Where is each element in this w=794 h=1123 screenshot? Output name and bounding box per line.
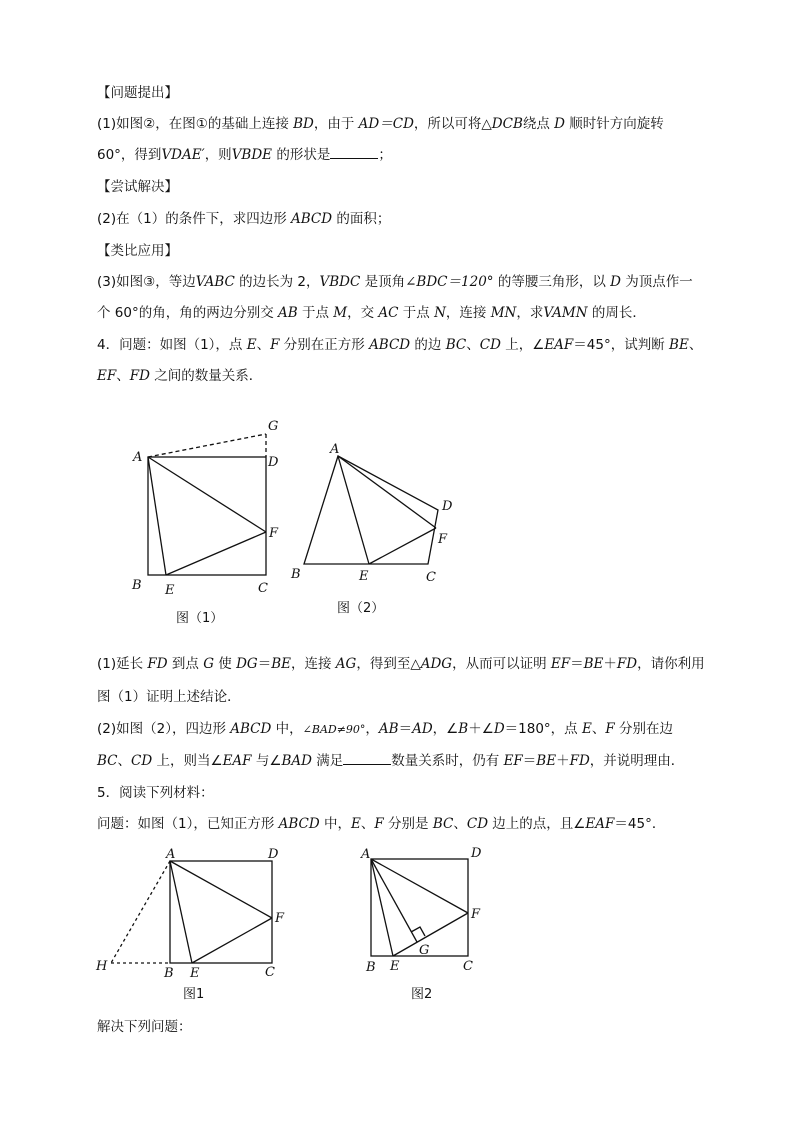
label-d-5-2: D [471,846,482,861]
segment-ef-5-1 [192,918,272,963]
p4-line1: 4．问题：如图（1），点 E、F 分别在正方形 ABCD 的边 BC、CD 上，∠EAF＝45°，试判断 BE、 [97,337,703,353]
label-b: B [132,578,142,593]
heading-problem: 【问题提出】 [97,85,178,101]
label-e-2: E [359,569,369,584]
segment-ag-dashed [148,434,266,457]
label-c-5-2: C [463,959,473,974]
q3-line2: 个 60°的角，角的两边分别交 AB 于点 M，交 AC 于点 N，连接 MN，求VAMN 的周长． [97,305,646,321]
segment-ah-dashed [111,861,170,963]
label-c-5-1: C [265,965,275,980]
segment-ef-2 [369,528,436,564]
segment-ae-5-1 [170,861,192,963]
label-d-2: D [442,499,453,514]
p4-q1-line1: (1)延长 FD 到点 G 使 DG＝BE，连接 AG，得到至△ADG，从而可以证明 EF＝BE＋FD，请你利用 [97,656,705,672]
label-f-5-1: F [275,911,285,926]
caption-fig4-1: 图（1） [176,611,224,626]
p4-line2: EF、FD 之间的数量关系． [97,368,263,384]
caption-fig5-2: 图2 [411,987,433,1002]
segment-ae [148,457,166,575]
segment-ae-5-2 [371,859,393,956]
label-a: A [133,450,143,465]
figure-5-1 [111,861,272,963]
quad-abcd [304,456,438,564]
segment-ae-2 [338,456,369,564]
label-h-5-1: H [96,959,108,974]
caption-fig4-2: 图（2） [337,601,385,616]
label-f-5-2: F [471,907,481,922]
label-f: F [269,526,279,541]
label-b-2: B [291,567,301,582]
label-b-5-2: B [366,960,376,975]
label-d: D [268,455,279,470]
label-c-2: C [426,570,436,585]
figure-4-1 [148,434,266,575]
figure-5-2 [371,859,468,956]
q1-line2: 60°，得到VDAE′，则VBDE 的形状是 ； [97,147,392,163]
p4-q2-line1: (2)如图（2），四边形 ABCD 中，∠BAD≠90°，AB＝AD，∠B＋∠D＝180°，点 E、F 分别在边 [97,721,673,737]
label-g: G [268,419,279,434]
segment-af [148,457,266,532]
label-b-5-1: B [164,966,174,981]
label-f-2: F [438,532,448,547]
p4-q2-line2: BC、CD 上，则当∠EAF 与∠BAD 满足 数量关系时，仍有 EF＝BE＋FD，并说明理由． [97,753,685,769]
p5-solve: 解决下列问题： [97,1019,192,1035]
p4-q1-line2: 图（1）证明上述结论． [97,689,241,705]
segment-af-2 [338,456,436,528]
caption-fig5-1: 图1 [183,987,205,1002]
label-a-5-1: A [166,847,176,862]
q1-line1: (1)如图②，在图①的基础上连接 BD，由于 AD＝CD，所以可将△DCB绕点 D 顺时针方向旋转 [97,116,664,132]
heading-analogy: 【类比应用】 [97,243,178,259]
label-g-5-2: G [419,943,430,958]
p5-title: 5．阅读下列材料： [97,785,214,801]
q2-line: (2)在（1）的条件下，求四边形 ABCD 的面积； [97,211,391,227]
p5-line1: 问题：如图（1），已知正方形 ABCD 中，E、F 分别是 BC、CD 边上的点，且∠EAF＝45°． [97,816,666,832]
label-e: E [165,583,175,598]
label-e-5-2: E [390,959,400,974]
segment-af-5-1 [170,861,272,918]
label-a-5-2: A [361,847,371,862]
label-a-2: A [330,442,340,457]
label-d-5-1: D [268,847,279,862]
label-c: C [258,581,268,596]
q3-line1: (3)如图③，等边VABC 的边长为 2，VBDC 是顶角∠BDC＝120° 的等腰三角形，以 D 为顶点作一 [97,274,693,290]
label-e-5-1: E [190,966,200,981]
figure-4-2 [304,456,438,564]
segment-ef [166,532,266,575]
square-abcd-5-1 [170,861,272,963]
heading-try: 【尝试解决】 [97,179,178,195]
